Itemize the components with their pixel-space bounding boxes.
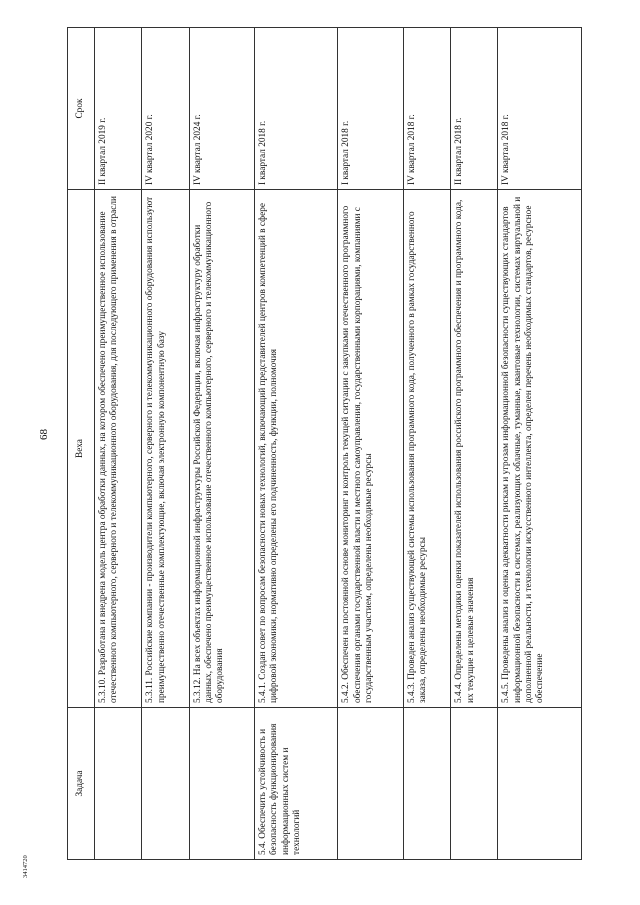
- table-row: [403, 28, 450, 860]
- milestone-cell: 5.4.2. Обеспечен на постоянной основе мониторинг и контроль текущей ситуации с закупками отечественного программного обеспечения органами государственной власти и местного самоуправления, государственными корпорациями, компаниями с государственным участием, определены необходимые ресурсы: [338, 190, 403, 708]
- term-cell: IV квартал 2018 г.: [403, 28, 450, 190]
- milestone-cell: 5.3.10. Разработана и внедрена модель центра обработки данных, на котором обеспечено преимущественное использование отечественного компьютерного, серверного и телекоммуникационного оборудования, для последующего применения в отрасли: [95, 190, 142, 708]
- term-cell: IV квартал 2018 г.: [498, 28, 582, 190]
- term-cell: II квартал 2018 г.: [451, 28, 498, 190]
- table-row: [189, 28, 254, 860]
- header-term: Срок: [68, 28, 95, 190]
- task-cell: [142, 708, 189, 860]
- table-row: [498, 28, 582, 860]
- task-cell: [189, 708, 254, 860]
- header-task: Задача: [68, 708, 95, 860]
- term-cell: II квартал 2019 г.: [95, 28, 142, 190]
- task-cell: [95, 708, 142, 860]
- table-row: [255, 28, 338, 860]
- milestone-cell: 5.4.3. Проведен анализ существующей системы использования программного кода, полученного в рамках государственного заказа, определены необходимые ресурсы: [403, 190, 450, 708]
- table-row: [95, 28, 142, 860]
- milestones-table: [67, 27, 582, 860]
- term-cell: I квартал 2018 г.: [255, 28, 338, 190]
- table-row: [338, 28, 403, 860]
- table-header-row: [68, 28, 95, 860]
- task-cell: [498, 708, 582, 860]
- milestone-cell: 5.4.5. Проведены анализ и оценка адекватности рискам и угрозам информационной безопасности существующих стандартов информационной безопасности в системах, реализующих облачные, туманные, квантовые технологии, системах виртуальной и дополненной реальности, и технологии искусственного интеллекта, определен перечень необходимых стандартов, ресурсное обеспечение: [498, 190, 582, 708]
- rotated-table-container: [67, 28, 582, 860]
- table-row: [142, 28, 189, 860]
- document-id: 3414720: [22, 855, 29, 878]
- task-cell: [338, 708, 403, 860]
- task-cell: [451, 708, 498, 860]
- task-cell: 5.4. Обеспечить устойчивость и безопасность функционирования информационных систем и технологий: [255, 708, 338, 860]
- term-cell: I квартал 2018 г.: [338, 28, 403, 190]
- header-milestone: Веха: [68, 190, 95, 708]
- term-cell: IV квартал 2020 г.: [142, 28, 189, 190]
- milestone-cell: 5.3.12. На всех объектах информационной инфраструктуры Российской Федерации, включая инфраструктуру обработки данных, обеспечено преимущественное использование отечественного компьютерного, серверного и телекоммуникационного оборудования: [189, 190, 254, 708]
- task-cell: [403, 708, 450, 860]
- milestone-cell: 5.3.11. Российские компании - производители компьютерного, серверного и телекоммуникационного оборудования используют преимущественно отечественные комплектующие, включая электронную компонентную базу: [142, 190, 189, 708]
- milestone-cell: 5.4.4. Определены методики оценки показателей использования российского программного обеспечения и программного кода, их текущие и целевые значения: [451, 190, 498, 708]
- term-cell: IV квартал 2024 г.: [189, 28, 254, 190]
- table-row: [451, 28, 498, 860]
- page-number: 68: [38, 429, 50, 440]
- milestone-cell: 5.4.1. Создан совет по вопросам безопасности новых технологий, включающий представителей центров компетенций в сфере цифровой экономики, нормативно определены его подчиненность, функции, полномочия: [255, 190, 338, 708]
